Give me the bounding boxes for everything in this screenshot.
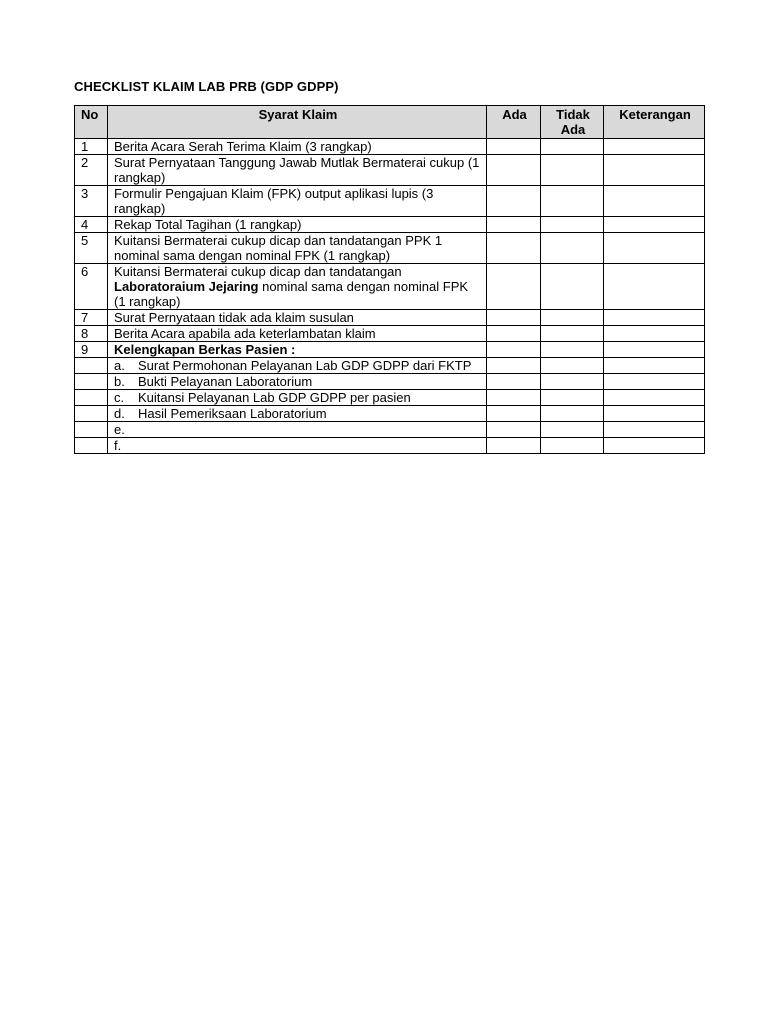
requirement-text: Kuitansi Bermaterai cukup dicap dan tandatangan PPK 1 nominal sama dengan nominal FPK (1 rangkap) [108,233,487,264]
ada-cell [487,310,541,326]
checklist-table [74,105,705,454]
requirement-text: Rekap Total Tagihan (1 rangkap) [108,217,487,233]
ada-cell [487,374,541,390]
table-row [75,217,705,233]
keterangan-cell [604,342,705,358]
table-header-row [75,106,705,139]
table-row-sub-item [75,422,705,438]
column-header-syarat-klaim: Syarat Klaim [108,106,487,139]
requirement-text-part: Kuitansi Bermaterai cukup dicap dan tandatangan [114,264,402,279]
sub-item [108,374,487,390]
row-number [75,438,108,454]
sub-item [108,422,487,438]
table-row [75,186,705,217]
keterangan-cell [604,264,705,310]
tidak-ada-cell [541,139,604,155]
tidak-ada-cell [541,326,604,342]
row-number [75,358,108,374]
ada-cell [487,406,541,422]
row-number: 1 [75,139,108,155]
row-number: 9 [75,342,108,358]
sub-item-text: Kuitansi Pelayanan Lab GDP GDPP per pasien [138,390,411,405]
ada-cell [487,186,541,217]
keterangan-cell [604,390,705,406]
tidak-ada-cell [541,406,604,422]
ada-cell [487,233,541,264]
table-row [75,264,705,310]
table-row-sub-item [75,390,705,406]
requirement-text: Surat Pernyataan Tanggung Jawab Mutlak Bermaterai cukup (1 rangkap) [108,155,487,186]
sub-item [108,390,487,406]
sub-item-letter: d. [114,406,125,421]
sub-item-text: Surat Permohonan Pelayanan Lab GDP GDPP dari FKTP [138,358,472,373]
sub-item-text: Hasil Pemeriksaan Laboratorium [138,406,327,421]
ada-cell [487,155,541,186]
row-number: 8 [75,326,108,342]
page-title: CHECKLIST KLAIM LAB PRB (GDP GDPP) [74,79,339,94]
row-number: 2 [75,155,108,186]
ada-cell [487,438,541,454]
table-row [75,342,705,358]
tidak-ada-cell [541,264,604,310]
table-row [75,310,705,326]
requirement-text: Surat Pernyataan tidak ada klaim susulan [108,310,487,326]
table-row [75,233,705,264]
sub-item-letter: a. [114,358,125,373]
requirement-text: Formulir Pengajuan Klaim (FPK) output aplikasi lupis (3 rangkap) [108,186,487,217]
sub-item-text [138,422,482,437]
sub-item-letter: b. [114,374,125,389]
ada-cell [487,139,541,155]
column-header-tidak-ada: Tidak Ada [541,106,604,139]
keterangan-cell [604,438,705,454]
sub-item-letter: c. [114,390,125,405]
requirement-text: Berita Acara apabila ada keterlambatan klaim [108,326,487,342]
tidak-ada-cell [541,155,604,186]
table-row-sub-item [75,406,705,422]
ada-cell [487,217,541,233]
tidak-ada-cell [541,422,604,438]
sub-item-letter: f. [114,438,122,453]
sub-item-text: Bukti Pelayanan Laboratorium [138,374,313,389]
table-row [75,139,705,155]
tidak-ada-cell [541,438,604,454]
sub-item-letter: e. [114,422,125,437]
tidak-ada-cell [541,390,604,406]
keterangan-cell [604,326,705,342]
ada-cell [487,264,541,310]
table-row-sub-item [75,374,705,390]
keterangan-cell [604,186,705,217]
table-row-sub-item [75,358,705,374]
tidak-ada-cell [541,358,604,374]
ada-cell [487,390,541,406]
table-row [75,326,705,342]
tidak-ada-cell [541,233,604,264]
column-header-keterangan: Keterangan [604,106,705,139]
row-number: 7 [75,310,108,326]
keterangan-cell [604,233,705,264]
keterangan-cell [604,358,705,374]
ada-cell [487,422,541,438]
keterangan-cell [604,422,705,438]
row-number [75,374,108,390]
tidak-ada-cell [541,186,604,217]
table-row [75,155,705,186]
row-number: 3 [75,186,108,217]
requirement-text: Berita Acara Serah Terima Klaim (3 rangkap) [108,139,487,155]
requirement-text-part: nominal sama dengan nominal FPK (1 rangkap) [114,279,469,309]
tidak-ada-cell [541,374,604,390]
row-number: 6 [75,264,108,310]
sub-item [108,438,487,454]
row-number [75,422,108,438]
keterangan-cell [604,155,705,186]
row-number: 5 [75,233,108,264]
column-header-ada: Ada [487,106,541,139]
table-row-sub-item [75,438,705,454]
sub-item [108,358,487,374]
tidak-ada-cell [541,217,604,233]
tidak-ada-cell [541,342,604,358]
sub-item [108,406,487,422]
row-number: 4 [75,217,108,233]
keterangan-cell [604,310,705,326]
keterangan-cell [604,406,705,422]
column-header-no: No [75,106,108,139]
row-number [75,390,108,406]
requirement-text: Kelengkapan Berkas Pasien : [108,342,487,358]
requirement-text [108,264,487,310]
row-number [75,406,108,422]
requirement-text-emphasis: Laboratoraium Jejaring [114,279,259,294]
sub-item-text [138,438,482,453]
ada-cell [487,358,541,374]
keterangan-cell [604,217,705,233]
keterangan-cell [604,374,705,390]
ada-cell [487,342,541,358]
keterangan-cell [604,139,705,155]
ada-cell [487,326,541,342]
tidak-ada-cell [541,310,604,326]
